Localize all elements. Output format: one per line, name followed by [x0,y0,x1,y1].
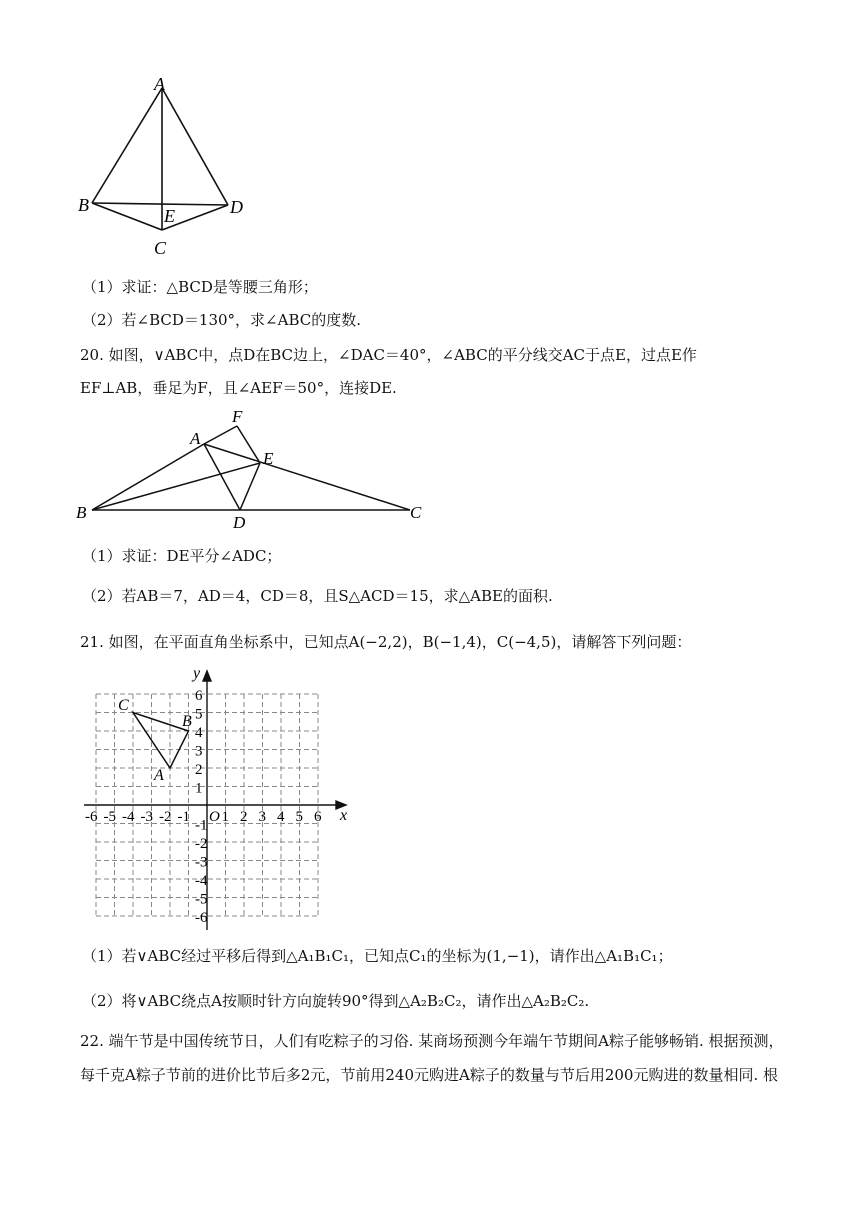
segment-be [92,463,260,510]
y-tick-label: -4 [195,873,208,889]
y-tick-label: 6 [195,688,203,704]
label-d: D [230,197,243,217]
label-f: F [232,407,243,426]
x-axis-label: x [340,807,348,824]
y-tick-label: -2 [195,836,208,852]
q21-part1: （1）若∨ABC经过平移后得到△A₁B₁C₁，已知点C₁的坐标为(1,−1)，请作出△A₁B₁C₁； [82,947,673,965]
q21-line1: 21. 如图，在平面直角坐标系中，已知点A(−2,2)，B(−1,4)，C(−4,5)，请解答下列问题： [80,633,692,651]
triangle-abc [133,713,189,769]
q22-text: 22. 端午节是中国传统节日，人们有吃粽子的习俗. 某商场预测今年端午节期间A粽子能够畅销. 根据预测，每千克A粽子节前的进价比节后多2元，节前用240元购进A粽子的数量与节后用200元购进的数量相同. 根 [80,1032,784,1084]
x-tick-label: 3 [258,809,266,825]
y-tick-label: 4 [195,725,203,741]
q20-part2: （2）若AB＝7，AD＝4，CD＝8，且S△ACD＝15，求△ABE的面积. [82,587,553,605]
point-a-label: A [154,767,164,784]
y-tick-label: 5 [195,706,203,723]
y-tick-label: 1 [195,780,203,797]
segment-bd [92,203,228,205]
figure-quadrilateral-abcd [70,70,270,260]
x-tick-label: 6 [314,809,322,825]
label-c: C [154,238,167,258]
y-axis-label: y [193,665,201,682]
q19-part2: （2）若∠BCD＝130°，求∠ABC的度数. [82,311,361,329]
point-c-label: C [118,697,129,714]
x-tick-label: 2 [240,809,248,825]
label-b: B [78,195,89,215]
x-tick-label: 5 [295,809,303,825]
label-e: E [164,206,175,226]
x-tick-label: -3 [140,809,153,825]
x-tick-label: -1 [177,809,190,825]
y-tick-label: 2 [195,762,203,778]
label-e: E [263,449,274,468]
q20-part1: （1）求证：DE平分∠ADC； [82,547,282,565]
y-tick-label: -3 [195,854,208,871]
q20-line2: EF⊥AB，垂足为F，且∠AEF＝50°，连接DE. [80,379,397,397]
segment-ba [92,444,204,510]
label-b: B [76,503,87,522]
x-tick-label: -5 [103,809,116,825]
segment-af [204,426,237,444]
x-tick-label: -2 [159,809,172,825]
q21-part2: （2）将∨ABC绕点A按顺时针方向旋转90°得到△A₂B₂C₂，请作出△A₂B₂C₂. [82,992,590,1010]
x-tick-label: 4 [277,809,285,825]
segment-de [240,463,260,510]
figure-triangle-abc [70,402,440,532]
origin-label: O [209,809,220,825]
x-tick-label: 1 [221,809,229,825]
segment-bc [92,203,162,230]
x-tick-label: -4 [122,809,135,825]
label-a: A [190,429,201,448]
q20-line1: 20. 如图，∨ABC中，点D在BC边上，∠DAC＝40°，∠ABC的平分线交AC于点E，过点E作 [80,346,697,364]
y-tick-label: -1 [195,817,208,834]
y-tick-label: -5 [195,891,208,908]
label-a: A [154,74,165,94]
x-tick-label: -6 [85,809,98,825]
segment-fe [237,426,260,463]
y-axis-arrow [203,671,211,681]
q19-part1: （1）求证：△BCD是等腰三角形； [82,278,318,296]
y-tick-label: -6 [195,910,208,926]
label-d: D [233,513,246,532]
y-tick-label: 3 [195,743,203,760]
point-b-label: B [182,713,192,730]
label-c: C [410,503,422,522]
segment-ad [162,88,228,205]
segment-ab [92,88,162,203]
coordinate-grid-figure [78,662,368,932]
